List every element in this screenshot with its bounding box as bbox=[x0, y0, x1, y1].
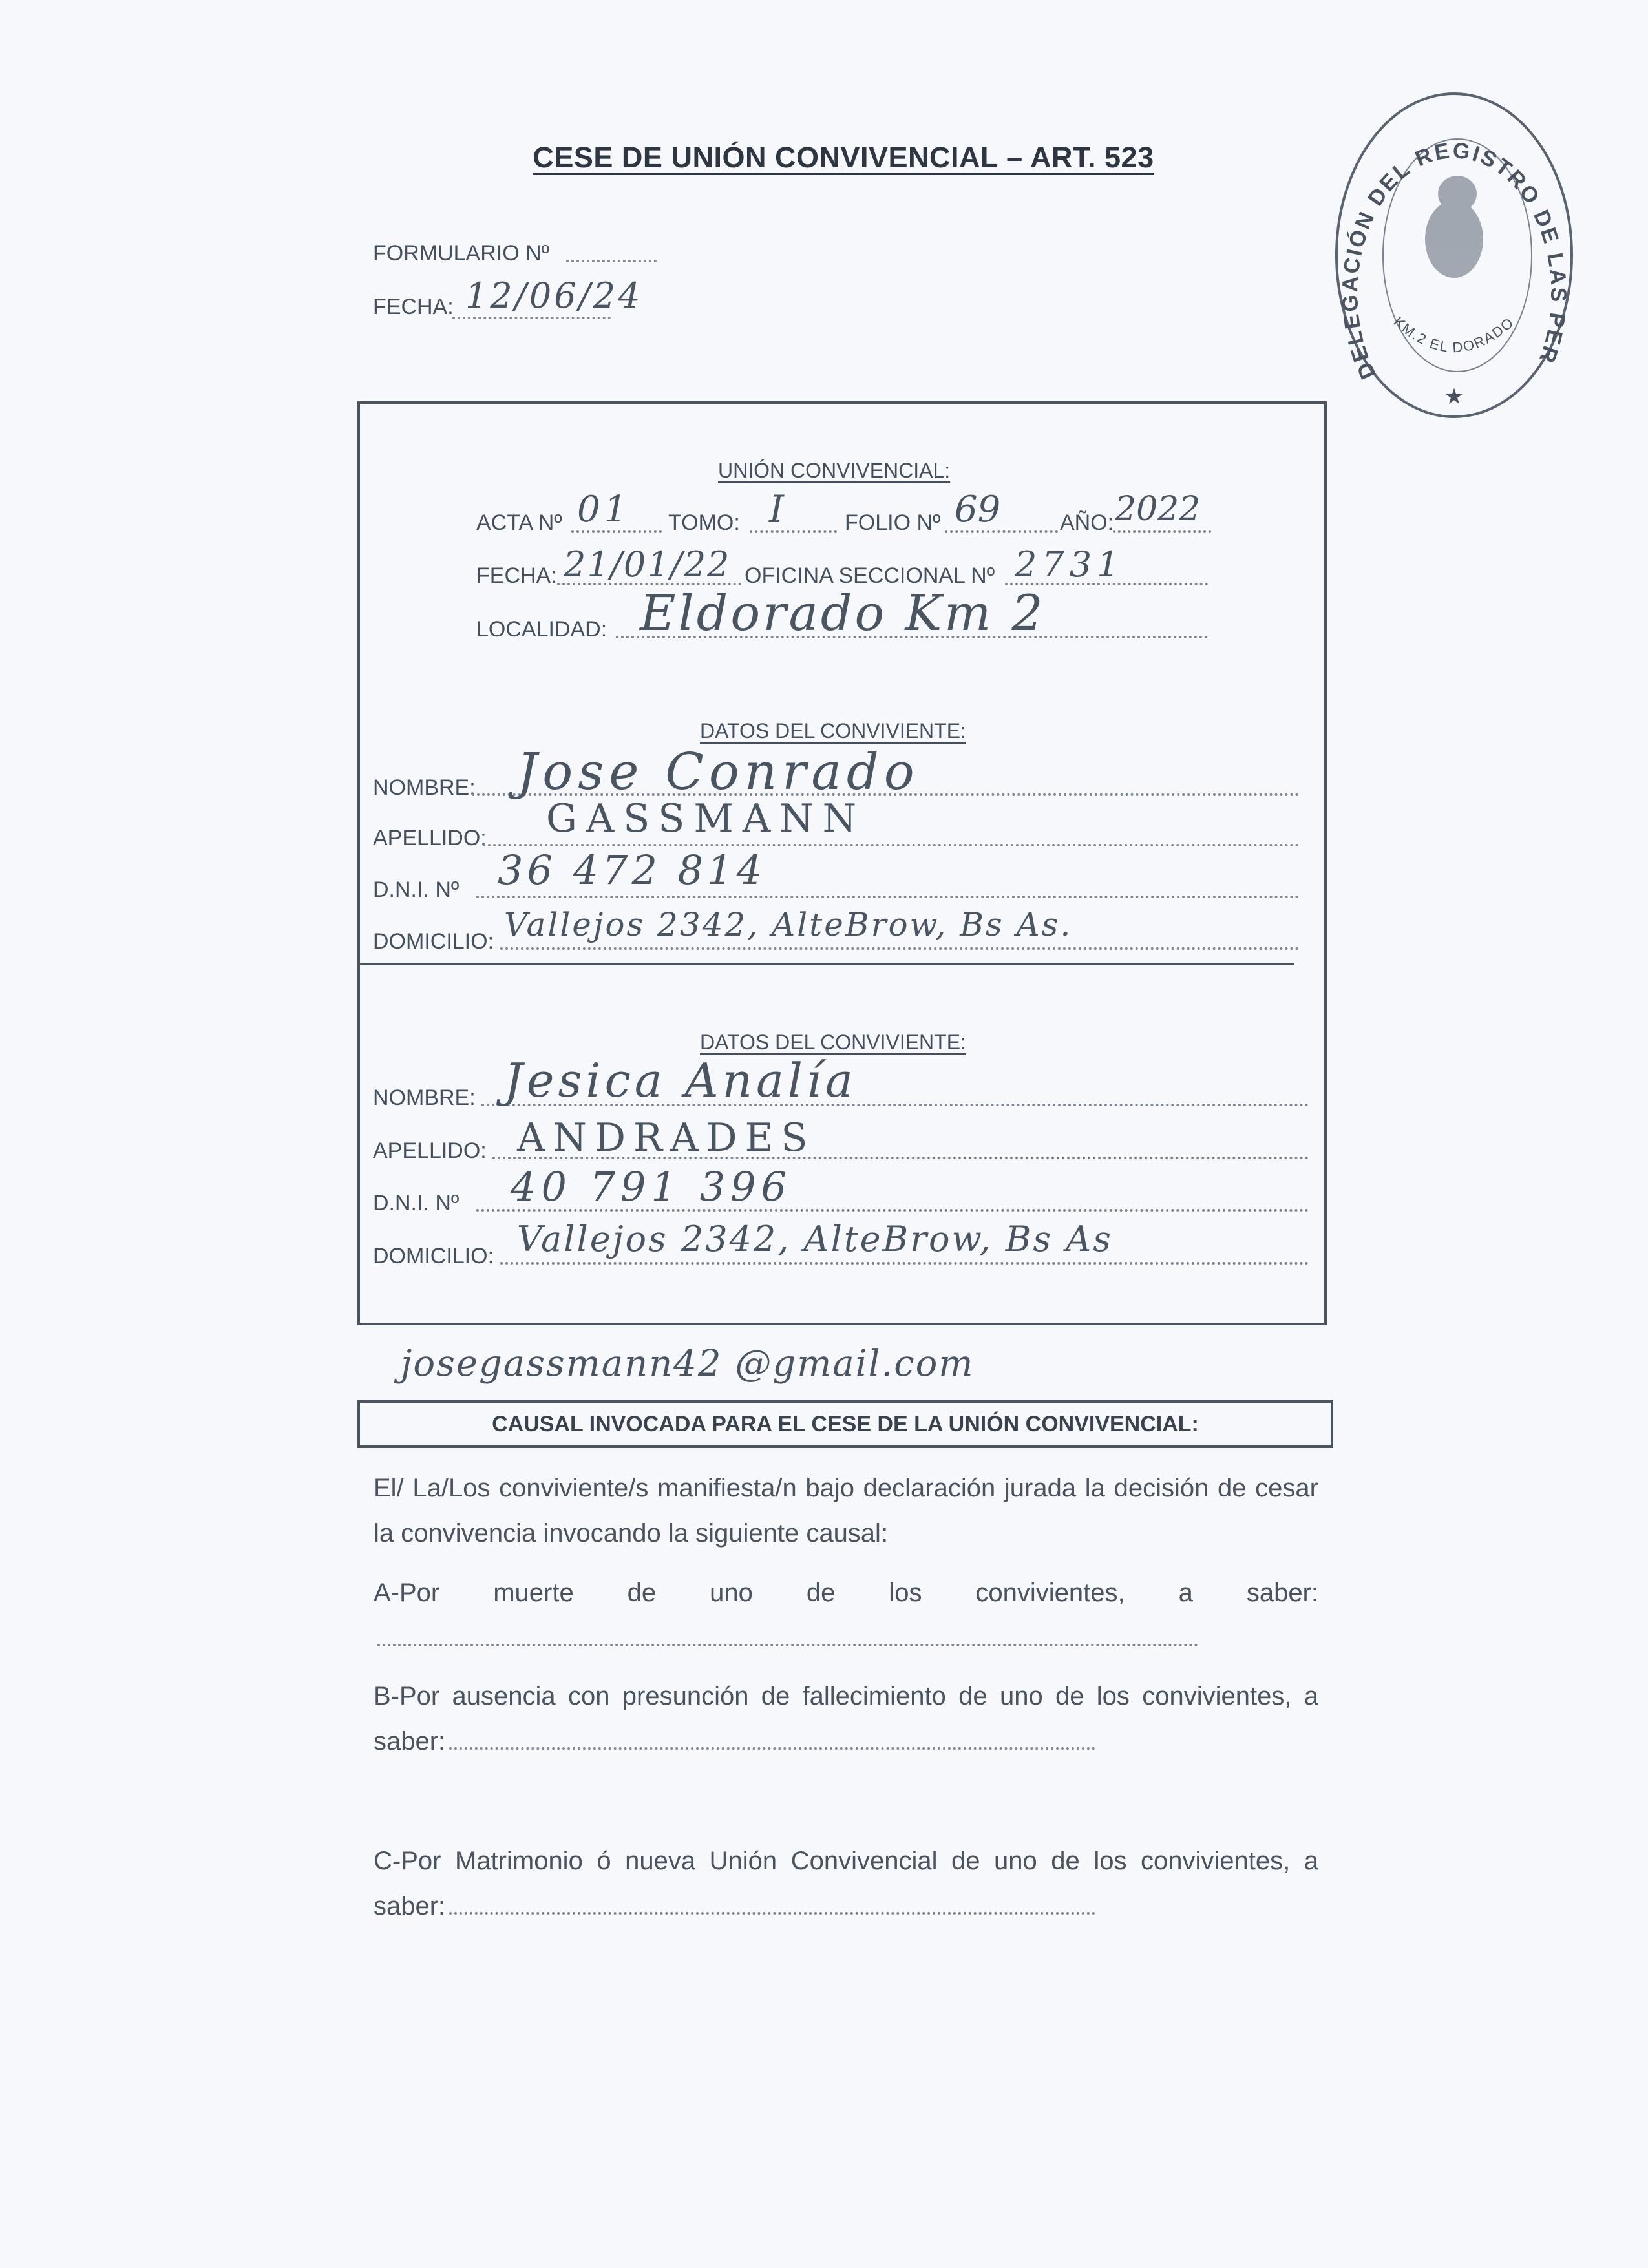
option-b-line bbox=[449, 1747, 1095, 1750]
causal-heading-box bbox=[357, 1400, 1333, 1448]
handwritten-email: josegassmann42 @gmail.com bbox=[401, 1343, 975, 1385]
folio-line bbox=[945, 530, 1058, 533]
conviviente1-domicilio-label: DOMICILIO: bbox=[373, 929, 494, 954]
form-date-line bbox=[452, 317, 611, 319]
conviviente1-domicilio-value: Vallejos 2342, AlteBrow, Bs As. bbox=[504, 906, 1073, 943]
conviviente2-dni-label: D.N.I. Nº bbox=[373, 1191, 460, 1215]
folio-label: FOLIO Nº bbox=[845, 510, 941, 535]
conviviente2-nombre-value: Jesica Analía bbox=[504, 1053, 857, 1108]
union-fecha-label: FECHA: bbox=[476, 563, 557, 588]
form-number-line bbox=[566, 260, 657, 262]
conviviente1-heading: DATOS DEL CONVIVIENTE: bbox=[700, 719, 966, 742]
intro-paragraph: El/ La/Los conviviente/s manifiesta/n bajo declaración jurada la decisión de cesar la convivencia invocando la siguiente causal: bbox=[374, 1474, 1318, 1548]
conviviente2-domicilio-line bbox=[500, 1262, 1309, 1265]
union-fecha-value: 21/01/22 bbox=[564, 544, 731, 585]
conviviente2-domicilio-label: DOMICILIO: bbox=[373, 1244, 494, 1268]
localidad-value: Eldorado Km 2 bbox=[640, 584, 1046, 642]
conviviente1-nombre-value: Jose Conrado bbox=[517, 743, 920, 801]
acta-line bbox=[571, 530, 662, 533]
form-number-label: FORMULARIO Nº bbox=[373, 241, 550, 266]
conviviente2-apellido-label: APELLIDO: bbox=[373, 1139, 487, 1163]
conviviente2-dni-value: 40 791 396 bbox=[511, 1163, 792, 1210]
conviviente2-domicilio-value: Vallejos 2342, AlteBrow, Bs As bbox=[517, 1219, 1113, 1259]
acta-label: ACTA Nº bbox=[476, 510, 562, 535]
option-a-line bbox=[377, 1644, 1198, 1646]
form-date-value: 12/06/24 bbox=[465, 275, 643, 316]
anio-line bbox=[1113, 530, 1211, 533]
box-divider bbox=[357, 963, 1294, 965]
seal-top-text: DELEGACIÓN DEL REGISTRO DE LAS PER bbox=[1337, 138, 1571, 383]
tomo-label: TOMO: bbox=[668, 510, 740, 535]
conviviente1-apellido-label: APELLIDO: bbox=[373, 826, 487, 850]
conviviente1-apellido-value: GASSMANN bbox=[546, 796, 866, 841]
conviviente2-apellido-value: ANDRADES bbox=[517, 1115, 816, 1160]
option-a bbox=[374, 1570, 1318, 1661]
svg-text:KM.2 EL DORADO bbox=[1391, 313, 1517, 355]
seal-bottom-text: KM.2 EL DORADO bbox=[1390, 313, 1517, 356]
conviviente1-dni-value: 36 472 814 bbox=[498, 846, 766, 894]
localidad-label: LOCALIDAD: bbox=[476, 617, 607, 642]
conviviente1-dni-line bbox=[476, 896, 1299, 898]
option-b bbox=[374, 1674, 1318, 1764]
conviviente2-nombre-label: NOMBRE: bbox=[373, 1086, 476, 1110]
causal-heading: CAUSAL INVOCADA PARA EL CESE DE LA UNIÓN CONVIVENCIAL: bbox=[492, 1411, 1199, 1436]
conviviente2-heading: DATOS DEL CONVIVIENTE: bbox=[700, 1031, 966, 1054]
folio-value: 69 bbox=[955, 488, 1001, 530]
option-c-line bbox=[449, 1912, 1095, 1915]
conviviente1-dni-label: D.N.I. Nº bbox=[373, 877, 460, 902]
option-a-text: A-Por muerte de uno de los convivientes, a saber: bbox=[374, 1579, 1318, 1607]
tomo-value: I bbox=[769, 487, 784, 531]
oficina-value: 2731 bbox=[1015, 544, 1125, 585]
anio-value: 2022 bbox=[1115, 490, 1201, 529]
form-date-label: FECHA: bbox=[373, 295, 454, 319]
acta-value: 01 bbox=[577, 488, 631, 530]
option-b-text: B-Por ausencia con presunción de fallecimiento de uno de los convivientes, a saber: bbox=[374, 1682, 1318, 1756]
option-c-text: C-Por Matrimonio ó nueva Unión Convivencial de uno de los convivientes, a saber: bbox=[374, 1847, 1318, 1920]
union-heading: UNIÓN CONVIVENCIAL: bbox=[718, 459, 951, 482]
conviviente1-nombre-label: NOMBRE: bbox=[373, 775, 476, 800]
tomo-line bbox=[750, 530, 837, 533]
document-title: CESE DE UNIÓN CONVIVENCIAL – ART. 523 bbox=[533, 141, 1154, 174]
oficina-label: OFICINA SECCIONAL Nº bbox=[745, 563, 995, 588]
option-c bbox=[374, 1838, 1318, 1929]
conviviente1-domicilio-line bbox=[500, 947, 1299, 950]
anio-label: AÑO: bbox=[1060, 510, 1114, 535]
registry-seal bbox=[1325, 78, 1583, 426]
seal-star-icon: ★ bbox=[1444, 384, 1464, 409]
